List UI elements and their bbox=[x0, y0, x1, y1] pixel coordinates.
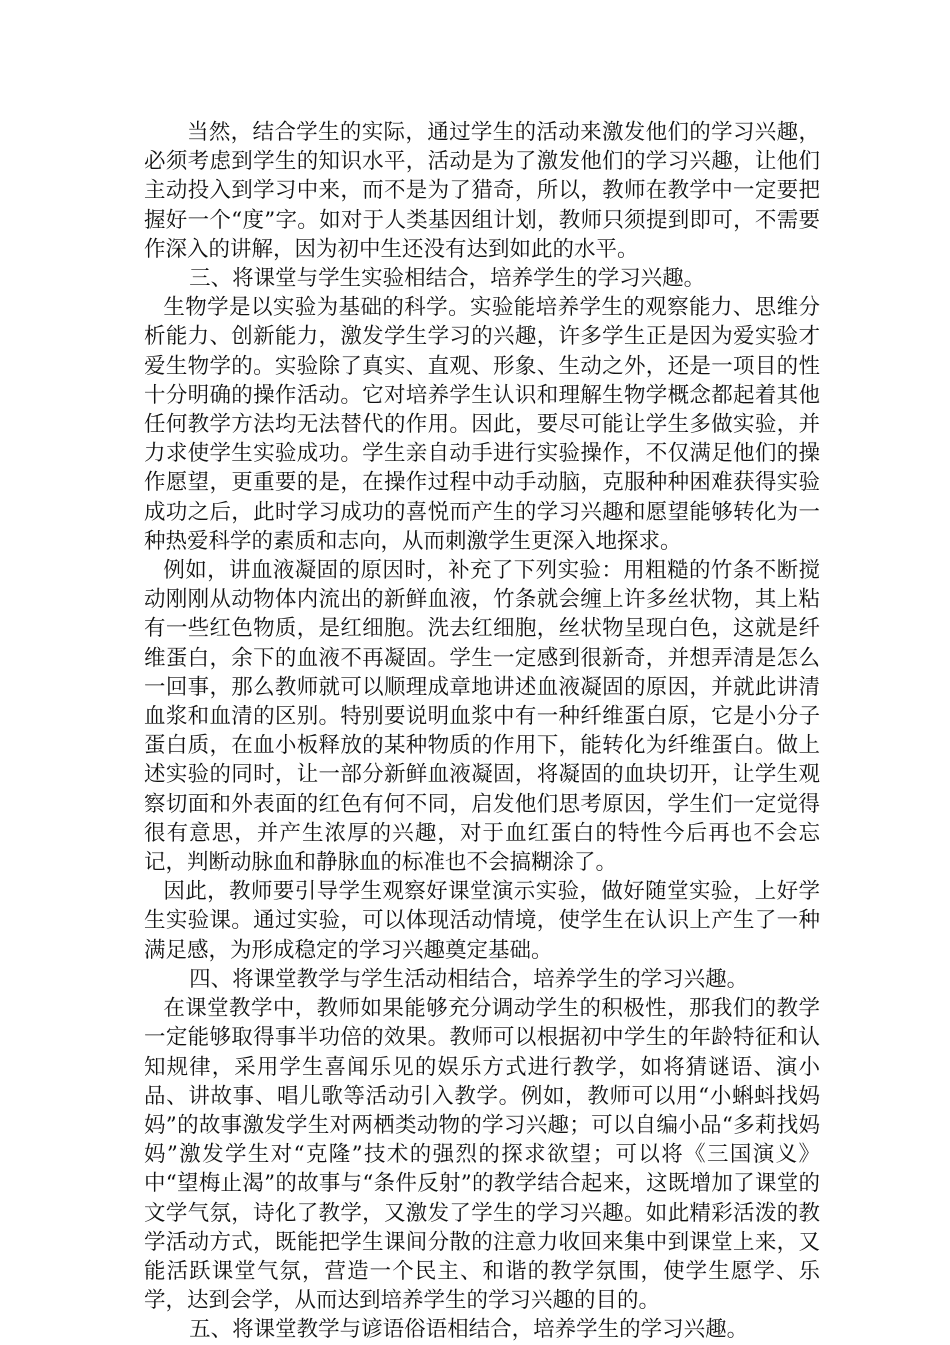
paragraph-experiment-conclusion: 因此，教师要引导学生观察好课堂演示实验，做好随堂实验，上好学生实验课。通过实验，可以体现活动情境，使学生在认识上产生了一种满足感，为形成稳定的学习兴趣奠定基础。 bbox=[144, 879, 820, 963]
section-heading-proverbs: 五、将课堂教学与谚语俗语相结合，培养学生的学习兴趣。 bbox=[189, 1317, 749, 1343]
paragraph-blood-clotting-example: 例如，讲血液凝固的原因时，补充了下列实验：用粗糙的竹条不断搅动刚刚从动物体内流出的新鲜血液，竹条就会缠上许多丝状物，其上粘有一些红色物质，是红细胞。洗去红细胞，丝状物呈现白色，这就是纤维蛋白，余下的血液不再凝固。学生一定感到很新奇，并想弄清是怎么一回事，那么教师就可以顺理成章地讲述血液凝固的原因，并就此讲清血浆和血清的区别。特别要说明血浆中有一种纤维蛋白原，它是小分子蛋白质，在血小板释放的某种物质的作用下，能转化为纤维蛋白。做上述实验的同时，让一部分新鲜血液凝固，将凝固的血块切开，让学生观察切面和外表面的红色有何不同，启发他们思考原因，学生们一定觉得很有意思，并产生浓厚的兴趣，对于血红蛋白的特性今后再也不会忘记，判断动脉血和静脉血的标准也不会搞糊涂了。 bbox=[144, 558, 820, 876]
paragraph-interest-knowledge-level: 当然，结合学生的实际，通过学生的活动来激发他们的学习兴趣，必须考虑到学生的知识水平，活动是为了激发他们的学习兴趣，让他们主动投入到学习中来，而不是为了猎奇，所以，教师在教学中一定要把握好一个“度”字。如对于人类基因组计划，教师只须提到即可，不需要作深入的讲解，因为初中生还没有达到如此的水平。 bbox=[144, 120, 820, 262]
section-heading-activities: 四、将课堂教学与学生活动相结合，培养学生的学习兴趣。 bbox=[189, 966, 749, 992]
paragraph-biology-experiments: 生物学是以实验为基础的科学。实验能培养学生的观察能力、思维分析能力、创新能力，激发学生学习的兴趣，许多学生正是因为爱实验才爱生物学的。实验除了真实、直观、形象、生动之外，还是一项目的性十分明确的操作活动。它对培养学生认识和理解生物学概念都起着其他任何教学方法均无法替代的作用。因此，要尽可能让学生多做实验，并力求使学生实验成功。学生亲自动手进行实验操作，不仅满足他们的操作愿望，更重要的是，在操作过程中动手动脑，克服种种困难获得实验成功之后，此时学习成功的喜悦而产生的学习兴趣和愿望能够转化为一种热爱科学的素质和志向，从而刺激学生更深入地探求。 bbox=[144, 295, 820, 554]
section-heading-experiments: 三、将课堂与学生实验相结合，培养学生的学习兴趣。 bbox=[189, 266, 706, 292]
paragraph-classroom-activities: 在课堂教学中，教师如果能够充分调动学生的积极性，那我们的教学一定能够取得事半功倍的效果。教师可以根据初中学生的年龄特征和认知规律，采用学生喜闻乐见的娱乐方式进行教学，如将猜谜语、演小品、讲故事、唱儿歌等活动引入教学。例如，教师可以用“小蝌蚪找妈妈”的故事激发学生对两栖类动物的学习兴趣；可以自编小品“多莉找妈妈”激发学生对“克隆”技术的强烈的探求欲望；可以将《三国演义》中“望梅止渴”的故事与“条件反射”的教学结合起来，这既增加了课堂的文学气氛，诗化了教学，又激发了学生的学习兴趣。如此精彩活泼的教学活动方式，既能把学生课间分散的注意力收回来集中到课堂上来，又能活跃课堂气氛，营造一个民主、和谐的教学氛围，使学生愿学、乐学，达到会学，从而达到培养学生的学习兴趣的目的。 bbox=[144, 996, 820, 1314]
document-body bbox=[144, 118, 820, 1345]
